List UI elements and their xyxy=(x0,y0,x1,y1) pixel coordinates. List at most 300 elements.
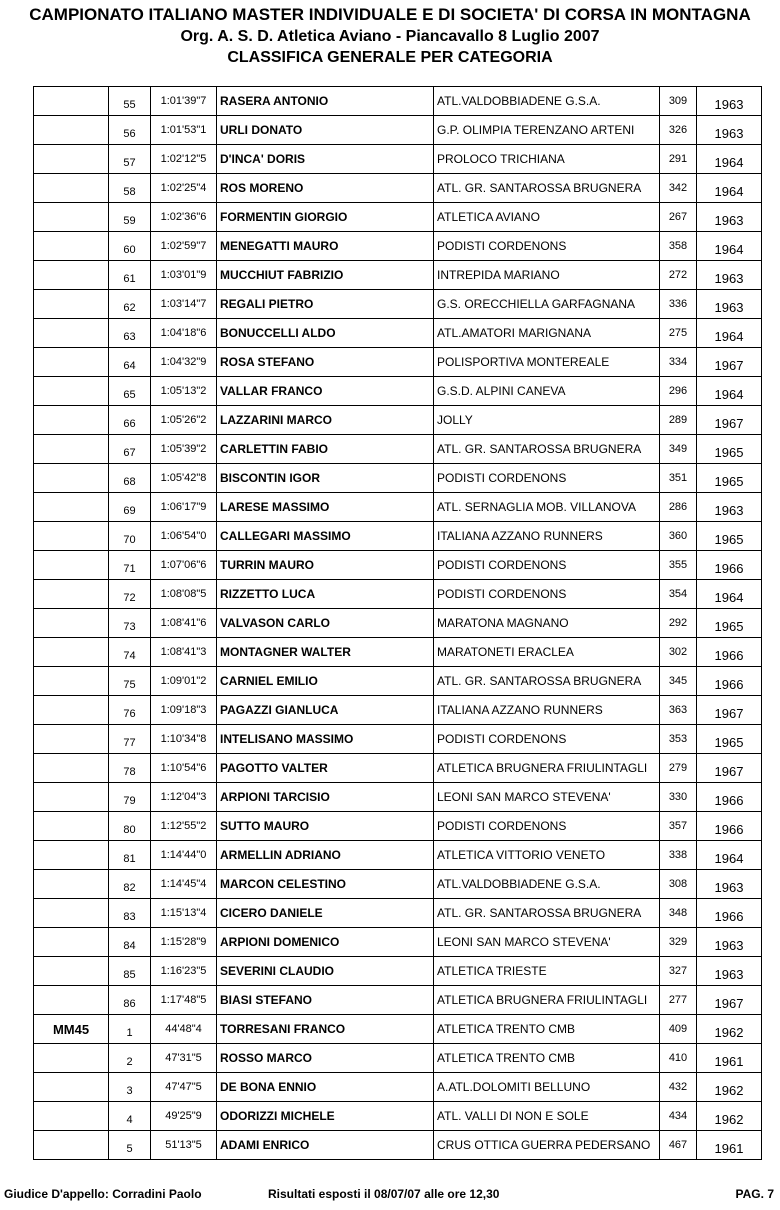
bib-cell: 279 xyxy=(660,754,697,783)
time-cell: 1:06'54"0 xyxy=(151,522,217,551)
position-cell: 59 xyxy=(109,203,151,232)
athlete-name-cell: CARNIEL EMILIO xyxy=(217,667,434,696)
page-title: CAMPIONATO ITALIANO MASTER INDIVIDUALE E DI SOCIETA' DI CORSA IN MONTAGNA xyxy=(29,5,751,24)
team-cell: CRUS OTTICA GUERRA PEDERSANO xyxy=(434,1131,660,1160)
athlete-name-cell: VALLAR FRANCO xyxy=(217,377,434,406)
category-cell xyxy=(34,1073,109,1102)
birth-year-cell: 1966 xyxy=(697,783,762,812)
bib-cell: 334 xyxy=(660,348,697,377)
table-row xyxy=(34,986,762,1015)
category-cell xyxy=(34,493,109,522)
bib-cell: 338 xyxy=(660,841,697,870)
bib-cell: 327 xyxy=(660,957,697,986)
bib-cell: 286 xyxy=(660,493,697,522)
team-cell: PODISTI CORDENONS xyxy=(434,812,660,841)
table-row xyxy=(34,174,762,203)
athlete-name-cell: TORRESANI FRANCO xyxy=(217,1015,434,1044)
category-cell xyxy=(34,174,109,203)
team-cell: JOLLY xyxy=(434,406,660,435)
bib-cell: 326 xyxy=(660,116,697,145)
athlete-name-cell: URLI DONATO xyxy=(217,116,434,145)
table-row xyxy=(34,551,762,580)
bib-cell: 467 xyxy=(660,1131,697,1160)
table-row xyxy=(34,1015,762,1044)
birth-year-cell: 1963 xyxy=(697,203,762,232)
table-row xyxy=(34,812,762,841)
time-cell: 1:02'12"5 xyxy=(151,145,217,174)
time-cell: 47'31"5 xyxy=(151,1044,217,1073)
category-cell xyxy=(34,638,109,667)
category-cell xyxy=(34,899,109,928)
time-cell: 1:09'01"2 xyxy=(151,667,217,696)
bib-cell: 351 xyxy=(660,464,697,493)
bib-cell: 272 xyxy=(660,261,697,290)
time-cell: 1:05'13"2 xyxy=(151,377,217,406)
bib-cell: 357 xyxy=(660,812,697,841)
birth-year-cell: 1961 xyxy=(697,1044,762,1073)
birth-year-cell: 1962 xyxy=(697,1015,762,1044)
team-cell: MARATONA MAGNANO xyxy=(434,609,660,638)
position-cell: 75 xyxy=(109,667,151,696)
position-cell: 73 xyxy=(109,609,151,638)
category-cell xyxy=(34,348,109,377)
athlete-name-cell: ROS MORENO xyxy=(217,174,434,203)
table-row xyxy=(34,1073,762,1102)
team-cell: ITALIANA AZZANO RUNNERS xyxy=(434,522,660,551)
bib-cell: 329 xyxy=(660,928,697,957)
category-cell xyxy=(34,957,109,986)
team-cell: PODISTI CORDENONS xyxy=(434,580,660,609)
athlete-name-cell: DE BONA ENNIO xyxy=(217,1073,434,1102)
table-row xyxy=(34,377,762,406)
table-row xyxy=(34,754,762,783)
birth-year-cell: 1964 xyxy=(697,174,762,203)
team-cell: ATL. GR. SANTAROSSA BRUGNERA xyxy=(434,899,660,928)
category-cell xyxy=(34,580,109,609)
birth-year-cell: 1963 xyxy=(697,493,762,522)
time-cell: 1:15'28"9 xyxy=(151,928,217,957)
position-cell: 85 xyxy=(109,957,151,986)
category-cell xyxy=(34,87,109,116)
bib-cell: 363 xyxy=(660,696,697,725)
bib-cell: 292 xyxy=(660,609,697,638)
team-cell: PROLOCO TRICHIANA xyxy=(434,145,660,174)
time-cell: 1:07'06"6 xyxy=(151,551,217,580)
team-cell: PODISTI CORDENONS xyxy=(434,464,660,493)
table-row xyxy=(34,145,762,174)
birth-year-cell: 1965 xyxy=(697,435,762,464)
category-cell xyxy=(34,406,109,435)
position-cell: 61 xyxy=(109,261,151,290)
athlete-name-cell: VALVASON CARLO xyxy=(217,609,434,638)
team-cell: ATL. VALLI DI NON E SOLE xyxy=(434,1102,660,1131)
athlete-name-cell: CICERO DANIELE xyxy=(217,899,434,928)
category-cell xyxy=(34,319,109,348)
team-cell: ATL. SERNAGLIA MOB. VILLANOVA xyxy=(434,493,660,522)
athlete-name-cell: MARCON CELESTINO xyxy=(217,870,434,899)
table-row xyxy=(34,348,762,377)
time-cell: 1:08'41"6 xyxy=(151,609,217,638)
results-table xyxy=(33,86,761,1160)
position-cell: 79 xyxy=(109,783,151,812)
category-cell: MM45 xyxy=(34,1015,109,1044)
team-cell: ATL. GR. SANTAROSSA BRUGNERA xyxy=(434,174,660,203)
athlete-name-cell: ARPIONI TARCISIO xyxy=(217,783,434,812)
athlete-name-cell: TURRIN MAURO xyxy=(217,551,434,580)
athlete-name-cell: BIASI STEFANO xyxy=(217,986,434,1015)
category-cell xyxy=(34,232,109,261)
time-cell: 47'47"5 xyxy=(151,1073,217,1102)
table-row xyxy=(34,725,762,754)
athlete-name-cell: ROSSO MARCO xyxy=(217,1044,434,1073)
athlete-name-cell: REGALI PIETRO xyxy=(217,290,434,319)
birth-year-cell: 1963 xyxy=(697,957,762,986)
category-cell xyxy=(34,1131,109,1160)
time-cell: 1:02'25"4 xyxy=(151,174,217,203)
bib-cell: 432 xyxy=(660,1073,697,1102)
position-cell: 78 xyxy=(109,754,151,783)
team-cell: ITALIANA AZZANO RUNNERS xyxy=(434,696,660,725)
time-cell: 1:05'26"2 xyxy=(151,406,217,435)
bib-cell: 342 xyxy=(660,174,697,203)
table-row xyxy=(34,928,762,957)
athlete-name-cell: MUCCHIUT FABRIZIO xyxy=(217,261,434,290)
table-row xyxy=(34,522,762,551)
birth-year-cell: 1967 xyxy=(697,696,762,725)
athlete-name-cell: CALLEGARI MASSIMO xyxy=(217,522,434,551)
table-row xyxy=(34,87,762,116)
athlete-name-cell: BISCONTIN IGOR xyxy=(217,464,434,493)
table-row xyxy=(34,667,762,696)
table-row xyxy=(34,203,762,232)
athlete-name-cell: SUTTO MAURO xyxy=(217,812,434,841)
position-cell: 80 xyxy=(109,812,151,841)
team-cell: ATLETICA BRUGNERA FRIULINTAGLI xyxy=(434,754,660,783)
category-cell xyxy=(34,725,109,754)
table-row xyxy=(34,841,762,870)
bib-cell: 355 xyxy=(660,551,697,580)
time-cell: 1:10'34"8 xyxy=(151,725,217,754)
table-row xyxy=(34,1102,762,1131)
category-cell xyxy=(34,145,109,174)
team-cell: POLISPORTIVA MONTEREALE xyxy=(434,348,660,377)
position-cell: 63 xyxy=(109,319,151,348)
position-cell: 5 xyxy=(109,1131,151,1160)
athlete-name-cell: D'INCA' DORIS xyxy=(217,145,434,174)
table-row xyxy=(34,783,762,812)
team-cell: INTREPIDA MARIANO xyxy=(434,261,660,290)
category-cell xyxy=(34,116,109,145)
birth-year-cell: 1963 xyxy=(697,928,762,957)
bib-cell: 336 xyxy=(660,290,697,319)
time-cell: 1:08'41"3 xyxy=(151,638,217,667)
team-cell: ATL. GR. SANTAROSSA BRUGNERA xyxy=(434,667,660,696)
table-row xyxy=(34,1131,762,1160)
position-cell: 58 xyxy=(109,174,151,203)
bib-cell: 275 xyxy=(660,319,697,348)
table-row xyxy=(34,899,762,928)
bib-cell: 302 xyxy=(660,638,697,667)
judge-footer: Giudice D'appello: Corradini Paolo xyxy=(4,1187,202,1201)
team-cell: ATLETICA TRIESTE xyxy=(434,957,660,986)
birth-year-cell: 1966 xyxy=(697,638,762,667)
position-cell: 82 xyxy=(109,870,151,899)
time-cell: 1:15'13"4 xyxy=(151,899,217,928)
team-cell: MARATONETI ERACLEA xyxy=(434,638,660,667)
team-cell: G.S. ORECCHIELLA GARFAGNANA xyxy=(434,290,660,319)
category-cell xyxy=(34,783,109,812)
birth-year-cell: 1961 xyxy=(697,1131,762,1160)
category-cell xyxy=(34,870,109,899)
position-cell: 71 xyxy=(109,551,151,580)
birth-year-cell: 1965 xyxy=(697,522,762,551)
category-cell xyxy=(34,261,109,290)
category-cell xyxy=(34,290,109,319)
position-cell: 65 xyxy=(109,377,151,406)
athlete-name-cell: BONUCCELLI ALDO xyxy=(217,319,434,348)
athlete-name-cell: ODORIZZI MICHELE xyxy=(217,1102,434,1131)
athlete-name-cell: ROSA STEFANO xyxy=(217,348,434,377)
bib-cell: 360 xyxy=(660,522,697,551)
team-cell: ATL.VALDOBBIADENE G.S.A. xyxy=(434,87,660,116)
time-cell: 1:12'55"2 xyxy=(151,812,217,841)
bib-cell: 358 xyxy=(660,232,697,261)
team-cell: G.S.D. ALPINI CANEVA xyxy=(434,377,660,406)
team-cell: ATL.AMATORI MARIGNANA xyxy=(434,319,660,348)
bib-cell: 291 xyxy=(660,145,697,174)
position-cell: 83 xyxy=(109,899,151,928)
position-cell: 1 xyxy=(109,1015,151,1044)
table-row xyxy=(34,290,762,319)
team-cell: ATLETICA AVIANO xyxy=(434,203,660,232)
position-cell: 67 xyxy=(109,435,151,464)
team-cell: ATLETICA TRENTO CMB xyxy=(434,1044,660,1073)
team-cell: PODISTI CORDENONS xyxy=(434,232,660,261)
athlete-name-cell: LARESE MASSIMO xyxy=(217,493,434,522)
birth-year-cell: 1965 xyxy=(697,609,762,638)
bib-cell: 289 xyxy=(660,406,697,435)
category-cell xyxy=(34,928,109,957)
birth-year-cell: 1965 xyxy=(697,464,762,493)
table-row xyxy=(34,638,762,667)
table-row xyxy=(34,116,762,145)
team-cell: LEONI SAN MARCO STEVENA' xyxy=(434,928,660,957)
time-cell: 1:17'48"5 xyxy=(151,986,217,1015)
position-cell: 4 xyxy=(109,1102,151,1131)
category-cell xyxy=(34,696,109,725)
category-cell xyxy=(34,609,109,638)
birth-year-cell: 1967 xyxy=(697,406,762,435)
athlete-name-cell: RIZZETTO LUCA xyxy=(217,580,434,609)
bib-cell: 309 xyxy=(660,87,697,116)
bib-cell: 409 xyxy=(660,1015,697,1044)
bib-cell: 434 xyxy=(660,1102,697,1131)
athlete-name-cell: CARLETTIN FABIO xyxy=(217,435,434,464)
time-cell: 51'13"5 xyxy=(151,1131,217,1160)
birth-year-cell: 1966 xyxy=(697,812,762,841)
team-cell: ATLETICA TRENTO CMB xyxy=(434,1015,660,1044)
birth-year-cell: 1964 xyxy=(697,377,762,406)
bib-cell: 267 xyxy=(660,203,697,232)
table-row xyxy=(34,696,762,725)
position-cell: 60 xyxy=(109,232,151,261)
bib-cell: 296 xyxy=(660,377,697,406)
time-cell: 1:08'08"5 xyxy=(151,580,217,609)
birth-year-cell: 1964 xyxy=(697,841,762,870)
category-cell xyxy=(34,812,109,841)
organizer-line: Org. A. S. D. Atletica Aviano - Piancavallo 8 Luglio 2007 xyxy=(180,28,600,45)
athlete-name-cell: INTELISANO MASSIMO xyxy=(217,725,434,754)
team-cell: G.P. OLIMPIA TERENZANO ARTENI xyxy=(434,116,660,145)
time-cell: 44'48"4 xyxy=(151,1015,217,1044)
birth-year-cell: 1964 xyxy=(697,580,762,609)
team-cell: A.ATL.DOLOMITI BELLUNO xyxy=(434,1073,660,1102)
athlete-name-cell: ARPIONI DOMENICO xyxy=(217,928,434,957)
bib-cell: 353 xyxy=(660,725,697,754)
position-cell: 72 xyxy=(109,580,151,609)
category-cell xyxy=(34,1102,109,1131)
birth-year-cell: 1963 xyxy=(697,290,762,319)
athlete-name-cell: MENEGATTI MAURO xyxy=(217,232,434,261)
time-cell: 1:14'44"0 xyxy=(151,841,217,870)
category-cell xyxy=(34,203,109,232)
time-cell: 1:06'17"9 xyxy=(151,493,217,522)
time-cell: 1:05'39"2 xyxy=(151,435,217,464)
birth-year-cell: 1967 xyxy=(697,754,762,783)
table-row xyxy=(34,609,762,638)
athlete-name-cell: LAZZARINI MARCO xyxy=(217,406,434,435)
time-cell: 1:16'23"5 xyxy=(151,957,217,986)
birth-year-cell: 1962 xyxy=(697,1073,762,1102)
table-row xyxy=(34,464,762,493)
birth-year-cell: 1966 xyxy=(697,899,762,928)
page-header xyxy=(0,0,780,68)
athlete-name-cell: PAGAZZI GIANLUCA xyxy=(217,696,434,725)
table-row xyxy=(34,406,762,435)
position-cell: 81 xyxy=(109,841,151,870)
position-cell: 64 xyxy=(109,348,151,377)
time-cell: 1:01'53"1 xyxy=(151,116,217,145)
category-cell xyxy=(34,667,109,696)
time-cell: 49'25"9 xyxy=(151,1102,217,1131)
position-cell: 57 xyxy=(109,145,151,174)
birth-year-cell: 1966 xyxy=(697,667,762,696)
time-cell: 1:14'45"4 xyxy=(151,870,217,899)
birth-year-cell: 1963 xyxy=(697,116,762,145)
position-cell: 76 xyxy=(109,696,151,725)
position-cell: 2 xyxy=(109,1044,151,1073)
page-number: PAG. 7 xyxy=(735,1187,774,1201)
athlete-name-cell: FORMENTIN GIORGIO xyxy=(217,203,434,232)
category-cell xyxy=(34,1044,109,1073)
time-cell: 1:09'18"3 xyxy=(151,696,217,725)
table-row xyxy=(34,435,762,464)
bib-cell: 348 xyxy=(660,899,697,928)
results-posted-footer: Risultati esposti il 08/07/07 alle ore 12,30 xyxy=(268,1187,500,1201)
table-row xyxy=(34,957,762,986)
athlete-name-cell: MONTAGNER WALTER xyxy=(217,638,434,667)
table-row xyxy=(34,580,762,609)
position-cell: 84 xyxy=(109,928,151,957)
category-cell xyxy=(34,522,109,551)
birth-year-cell: 1964 xyxy=(697,319,762,348)
birth-year-cell: 1967 xyxy=(697,986,762,1015)
category-cell xyxy=(34,435,109,464)
category-cell xyxy=(34,986,109,1015)
team-cell: ATL.VALDOBBIADENE G.S.A. xyxy=(434,870,660,899)
birth-year-cell: 1967 xyxy=(697,348,762,377)
bib-cell: 410 xyxy=(660,1044,697,1073)
bib-cell: 349 xyxy=(660,435,697,464)
birth-year-cell: 1962 xyxy=(697,1102,762,1131)
time-cell: 1:03'14"7 xyxy=(151,290,217,319)
bib-cell: 308 xyxy=(660,870,697,899)
team-cell: ATL. GR. SANTAROSSA BRUGNERA xyxy=(434,435,660,464)
time-cell: 1:02'59"7 xyxy=(151,232,217,261)
bib-cell: 277 xyxy=(660,986,697,1015)
table-row xyxy=(34,1044,762,1073)
category-cell xyxy=(34,841,109,870)
category-cell xyxy=(34,754,109,783)
birth-year-cell: 1963 xyxy=(697,87,762,116)
position-cell: 86 xyxy=(109,986,151,1015)
position-cell: 62 xyxy=(109,290,151,319)
birth-year-cell: 1964 xyxy=(697,232,762,261)
birth-year-cell: 1964 xyxy=(697,145,762,174)
birth-year-cell: 1966 xyxy=(697,551,762,580)
position-cell: 77 xyxy=(109,725,151,754)
time-cell: 1:03'01"9 xyxy=(151,261,217,290)
position-cell: 69 xyxy=(109,493,151,522)
athlete-name-cell: ARMELLIN ADRIANO xyxy=(217,841,434,870)
position-cell: 3 xyxy=(109,1073,151,1102)
time-cell: 1:01'39"7 xyxy=(151,87,217,116)
table-row xyxy=(34,870,762,899)
category-cell xyxy=(34,551,109,580)
table-row xyxy=(34,319,762,348)
position-cell: 70 xyxy=(109,522,151,551)
position-cell: 74 xyxy=(109,638,151,667)
birth-year-cell: 1963 xyxy=(697,870,762,899)
table-row xyxy=(34,493,762,522)
time-cell: 1:02'36"6 xyxy=(151,203,217,232)
team-cell: LEONI SAN MARCO STEVENA' xyxy=(434,783,660,812)
team-cell: ATLETICA BRUGNERA FRIULINTAGLI xyxy=(434,986,660,1015)
bib-cell: 354 xyxy=(660,580,697,609)
bib-cell: 330 xyxy=(660,783,697,812)
athlete-name-cell: RASERA ANTONIO xyxy=(217,87,434,116)
time-cell: 1:12'04"3 xyxy=(151,783,217,812)
position-cell: 68 xyxy=(109,464,151,493)
position-cell: 56 xyxy=(109,116,151,145)
team-cell: PODISTI CORDENONS xyxy=(434,725,660,754)
time-cell: 1:10'54"6 xyxy=(151,754,217,783)
athlete-name-cell: ADAMI ENRICO xyxy=(217,1131,434,1160)
bib-cell: 345 xyxy=(660,667,697,696)
position-cell: 66 xyxy=(109,406,151,435)
time-cell: 1:05'42"8 xyxy=(151,464,217,493)
time-cell: 1:04'18"6 xyxy=(151,319,217,348)
birth-year-cell: 1963 xyxy=(697,261,762,290)
team-cell: PODISTI CORDENONS xyxy=(434,551,660,580)
table-row xyxy=(34,232,762,261)
page-subtitle: CLASSIFICA GENERALE PER CATEGORIA xyxy=(227,49,553,66)
time-cell: 1:04'32"9 xyxy=(151,348,217,377)
category-cell xyxy=(34,377,109,406)
athlete-name-cell: SEVERINI CLAUDIO xyxy=(217,957,434,986)
team-cell: ATLETICA VITTORIO VENETO xyxy=(434,841,660,870)
birth-year-cell: 1965 xyxy=(697,725,762,754)
